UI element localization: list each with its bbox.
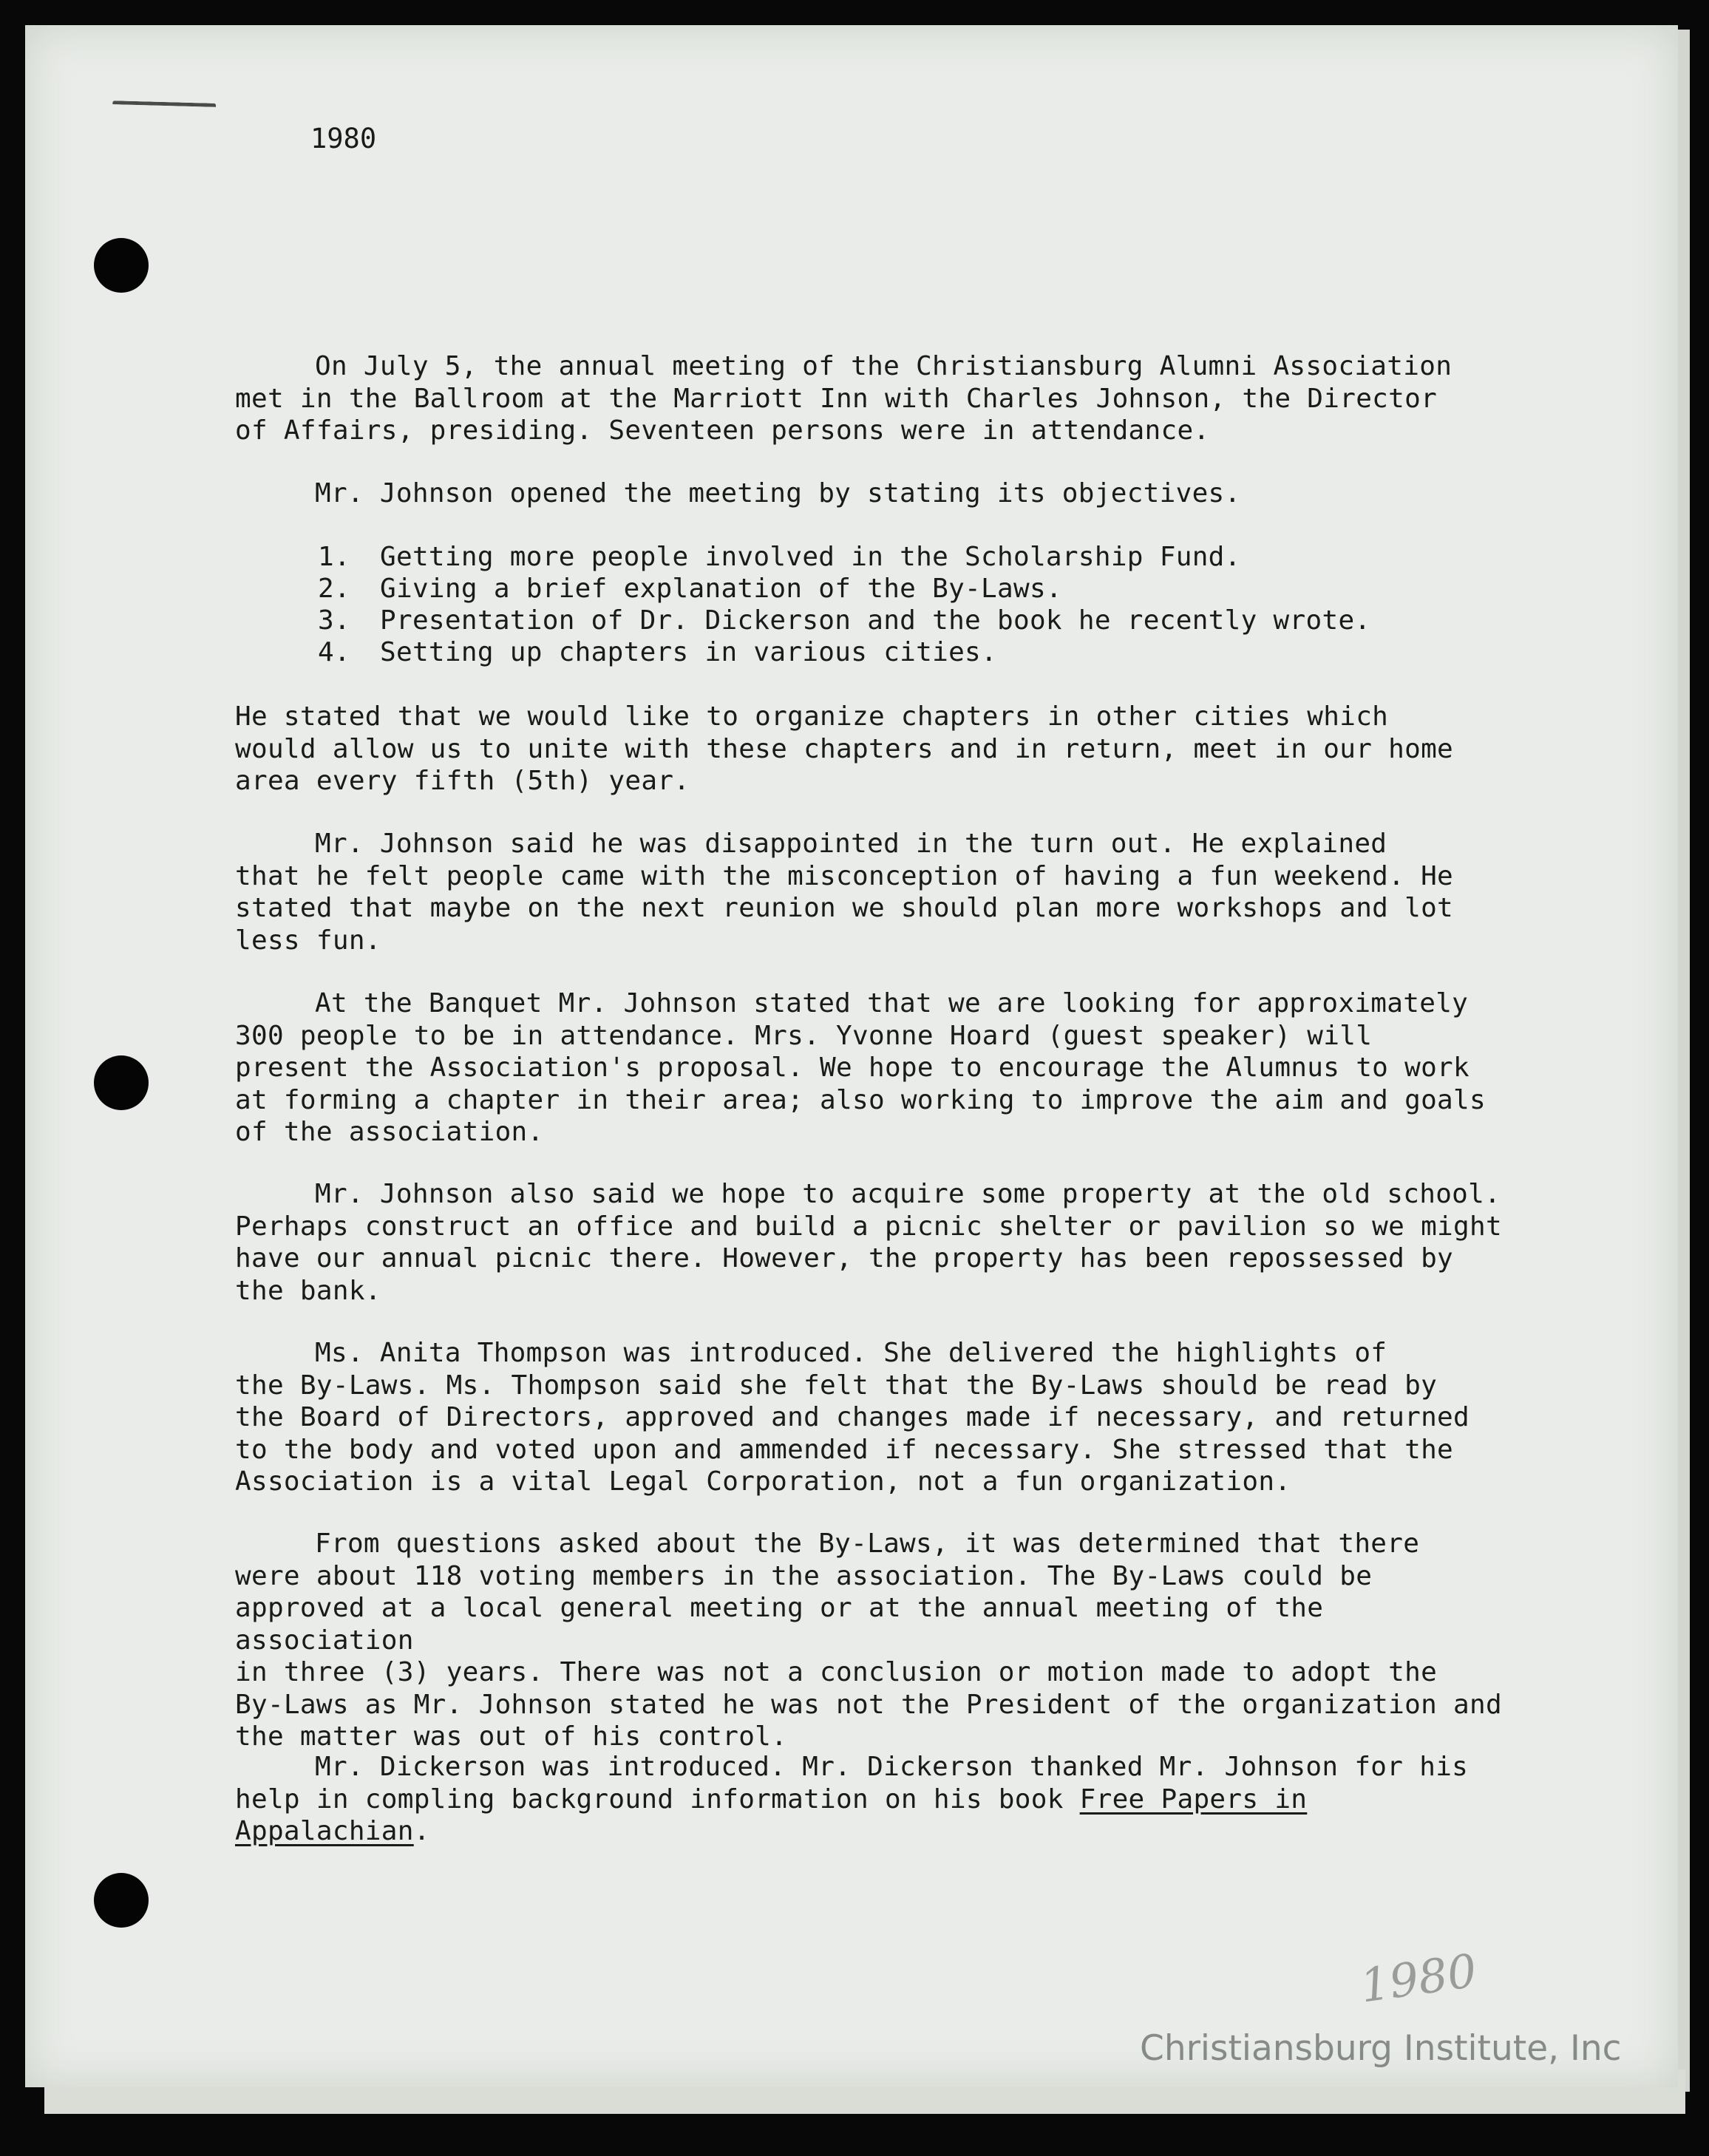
- staple-mark: [112, 101, 216, 118]
- paragraph-property: Mr. Johnson also said we hope to acquire some property at the old school. Perhaps construct an office and build a picnic shelter or pavilion so we might have our annual picnic there. However, the property has been repossessed by the bank.: [235, 1179, 1502, 1306]
- paragraph-voting-members: From questions asked about the By-Laws, it was determined that there were about 118 voting members in the association. The By-Laws could be approved at a local general meeting or at the annual meeting of the association in three (3) years. There was not a conclusion or motion made to adopt the By-Laws as Mr. Johnson stated he was not the President of the organization and the matter was out of his control.: [235, 1528, 1502, 1752]
- watermark-text: Christiansburg Institute, Inc: [1140, 2028, 1622, 2069]
- list-item: [318, 541, 1241, 574]
- list-item: [318, 573, 1062, 605]
- punch-hole-middle: [94, 1055, 149, 1110]
- paragraph-turnout: Mr. Johnson said he was disappointed in the turn out. He explained that he felt people came with the misconception of having a fun weekend. He stated that maybe on the next reunion we should plan more workshops and lot less fun.: [235, 829, 1454, 956]
- list-item-number: 2.: [318, 574, 350, 604]
- list-item-text: Presentation of Dr. Dickerson and the book he recently wrote.: [380, 605, 1371, 636]
- underlying-page-edge-right: [1676, 30, 1690, 2092]
- paragraph-dickerson-end: .: [413, 1816, 430, 1846]
- punch-hole-bottom: [94, 1873, 149, 1928]
- list-item-text: Getting more people involved in the Scholarship Fund.: [380, 542, 1241, 572]
- punch-hole-top: [94, 238, 149, 293]
- list-item-number: 4.: [318, 637, 350, 667]
- document-year: 1980: [310, 123, 377, 154]
- paragraph-meeting-intro: On July 5, the annual meeting of the Christiansburg Alumni Association met in the Ballroom at the Marriott Inn with Charles Johnson, the Director of Affairs, presiding. Seventeen persons were in attendance.: [235, 351, 1453, 446]
- list-item: [318, 605, 1370, 637]
- paragraph-dickerson: [235, 1751, 1506, 1848]
- paragraph-objectives-intro: Mr. Johnson opened the meeting by stating its objectives.: [315, 478, 1241, 509]
- list-item-number: 3.: [318, 605, 350, 636]
- book-title: Free Papers in Appalachian: [235, 1783, 1308, 1846]
- list-item-text: Giving a brief explanation of the By-Laws.: [380, 574, 1062, 604]
- list-item-text: Setting up chapters in various cities.: [380, 637, 998, 667]
- list-item: [318, 636, 997, 669]
- paragraph-dickerson-text: Mr. Dickerson was introduced. Mr. Dickerson thanked Mr. Johnson for his help in compling background information on his book: [235, 1752, 1469, 1815]
- paragraph-banquet: At the Banquet Mr. Johnson stated that we are looking for approximately 300 people to be in attendance. Mrs. Yvonne Hoard (guest speaker) will present the Association's proposal. We hope to encourage the Alumnus to work at forming a chapter in their area; also working to improve the aim and goals of the association.: [235, 988, 1486, 1147]
- paragraph-chapters: He stated that we would like to organize chapters in other cities which would allow us to unite with these chapters and in return, meet in our home area every fifth (5th) year.: [235, 701, 1454, 796]
- handwritten-year: 1980: [1356, 1943, 1481, 2013]
- paragraph-bylaws: Ms. Anita Thompson was introduced. She delivered the highlights of the By-Laws. Ms. Thompson said she felt that the By-Laws should be read by the Board of Directors, approved and changes made if necessary, and returned to the body and voted upon and ammended if necessary. She stressed that the Association is a vital Legal Corporation, not a fun organization.: [235, 1338, 1470, 1497]
- list-item-number: 1.: [318, 542, 350, 572]
